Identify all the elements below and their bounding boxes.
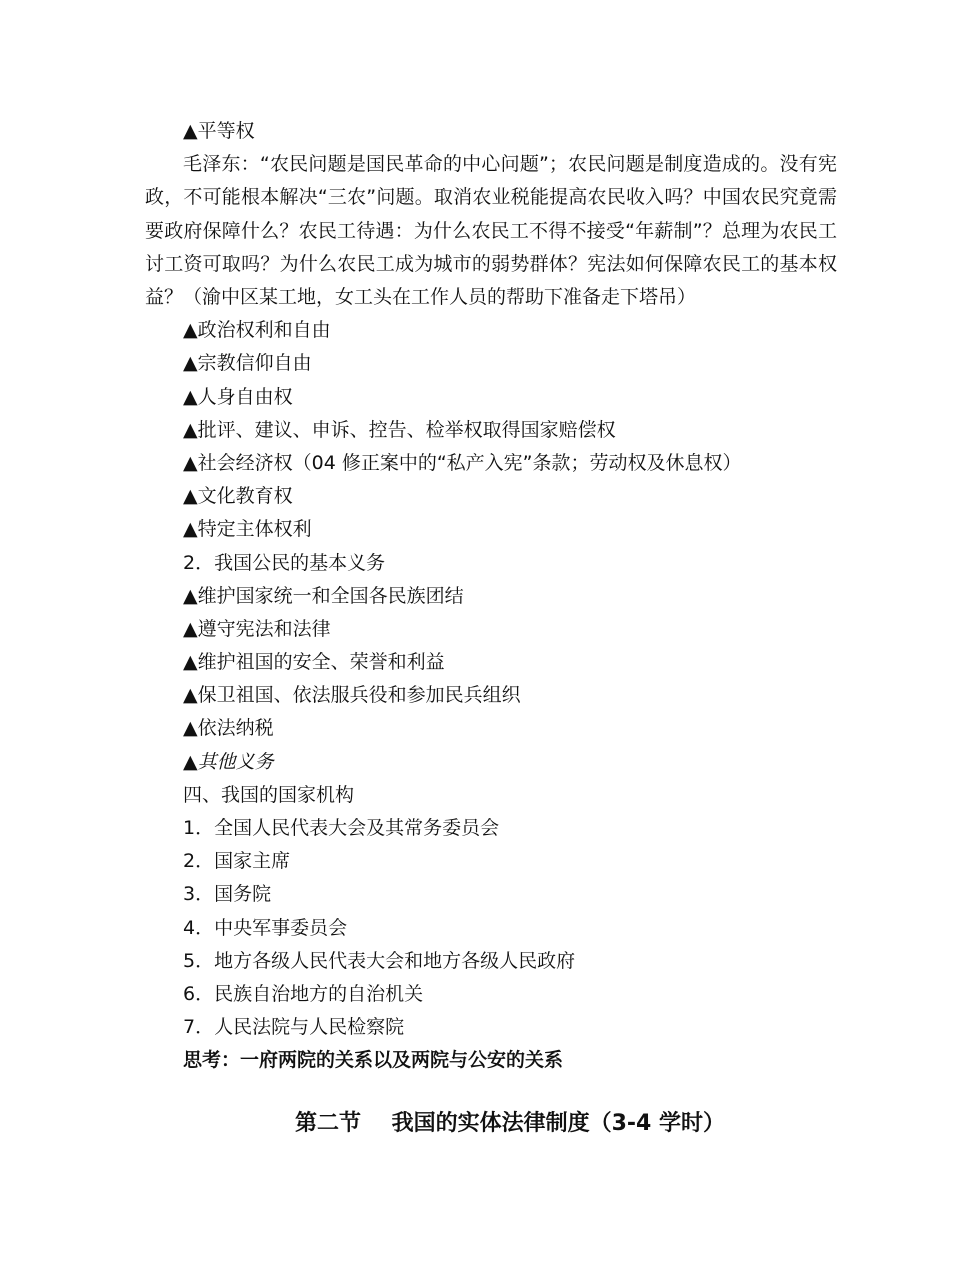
- item-criticism-rights: ▲批评、建议、申诉、控告、检举权取得国家赔偿权: [183, 418, 616, 441]
- item-state-council: 3．国务院: [183, 883, 272, 906]
- item-state-president: 2．国家主席: [183, 850, 291, 873]
- item-political-rights: ▲政治权利和自由: [183, 319, 331, 342]
- think-question: 思考：一府两院的关系以及两院与公安的关系: [183, 1049, 564, 1072]
- item-specific-subject-rights: ▲特定主体权利: [183, 518, 312, 541]
- item-pay-taxes: ▲依法纳税: [183, 717, 274, 740]
- section-title: 第二节 我国的实体法律制度（3-4 学时）: [294, 1111, 726, 1136]
- item-central-military-commission: 4．中央军事委员会: [183, 916, 348, 939]
- item-national-unity: ▲维护国家统一和全国各民族团结: [183, 584, 464, 607]
- item-safeguard-security: ▲维护祖国的安全、荣誉和利益: [183, 651, 445, 674]
- item-autonomous-organs: 6．民族自治地方的自治机关: [183, 982, 424, 1005]
- item-npc: 1．全国人民代表大会及其常务委员会: [183, 817, 500, 840]
- paragraph-mao-quote: 毛泽东：“农民问题是国民革命的中心问题”；农民问题是制度造成的。没有宪政，不可能根本解决“三农”问题。取消农业税能提高农民收入吗？中国农民究竟需要政府保障什么？农民工待遇：为什么农民工不得不接受“年薪制”？总理为农民工讨工资可取吗？为什么农民工成为城市的弱势群体？宪法如何保障农民工的基本权益？（渝中区某工地，女工头在工作人员的帮助下准备走下塔吊）: [145, 153, 837, 308]
- item-local-congresses: 5．地方各级人民代表大会和地方各级人民政府: [183, 949, 576, 972]
- item-personal-freedom: ▲人身自由权: [183, 385, 293, 408]
- item-military-service: ▲保卫祖国、依法服兵役和参加民兵组织: [183, 684, 521, 707]
- item-education-rights: ▲文化教育权: [183, 485, 293, 508]
- heading-state-organs: 四、我国的国家机构: [183, 783, 355, 806]
- heading-basic-duties: 2．我国公民的基本义务: [183, 551, 386, 574]
- item-religious-freedom: ▲宗教信仰自由: [183, 352, 312, 375]
- document-body: [145, 115, 837, 1078]
- heading-equality-right: ▲平等权: [183, 120, 255, 142]
- item-other-duties: ▲其他义务: [183, 750, 274, 773]
- item-obey-constitution: ▲遵守宪法和法律: [183, 617, 331, 640]
- item-courts-procuratorates: 7．人民法院与人民检察院: [183, 1016, 405, 1039]
- item-socioeconomic-rights: ▲社会经济权（04 修正案中的“私产入宪”条款；劳动权及休息权）: [183, 451, 742, 474]
